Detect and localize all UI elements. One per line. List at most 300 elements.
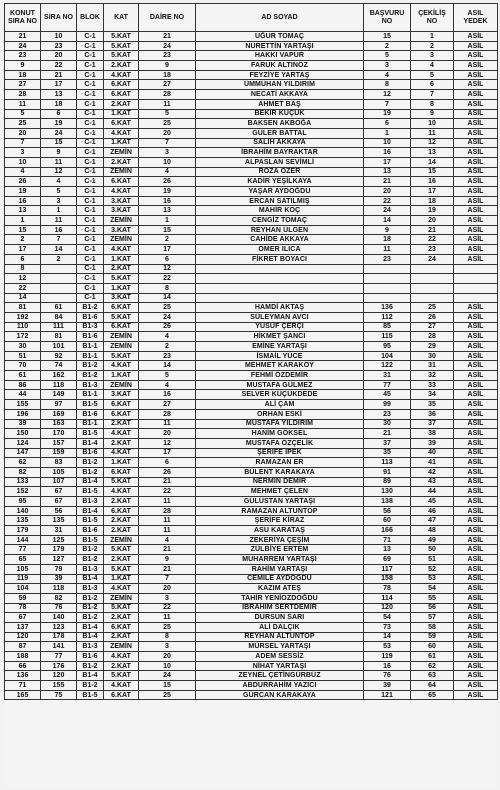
cell-blok: B1-1: [77, 342, 104, 352]
cell-daire-no: 6: [139, 458, 196, 468]
cell-ad-soyad: NİHAT YARTAŞI: [196, 661, 364, 671]
table-row: [5, 32, 498, 42]
cell-kat: 4.KAT: [104, 487, 139, 497]
cell-cekilis-no: 6: [411, 80, 454, 90]
cell-daire-no: 6: [139, 254, 196, 264]
cell-blok: B1-1: [77, 351, 104, 361]
cell-asil-yedek: ASİL: [454, 419, 498, 429]
cell-basvuru-no: 7: [364, 99, 411, 109]
table-row: [5, 371, 498, 381]
cell-konut-sira-no: 147: [5, 448, 41, 458]
cell-daire-no: 15: [139, 225, 196, 235]
cell-daire-no: 12: [139, 264, 196, 274]
cell-kat: 4.KAT: [104, 70, 139, 80]
cell-kat: ZEMİN: [104, 342, 139, 352]
cell-daire-no: 17: [139, 448, 196, 458]
results-table: [4, 3, 498, 700]
table-row: [5, 526, 498, 536]
cell-cekilis-no: 1: [411, 32, 454, 42]
cell-kat: 6.KAT: [104, 622, 139, 632]
cell-ad-soyad: GÜLER BATTAL: [196, 128, 364, 138]
cell-daire-no: 11: [139, 516, 196, 526]
cell-sira-no: 15: [41, 138, 77, 148]
cell-ad-soyad: DURSUN SARI: [196, 613, 364, 623]
table-row: [5, 448, 498, 458]
cell-sira-no: 76: [41, 603, 77, 613]
cell-ad-soyad: ŞERİFE KİRAZ: [196, 516, 364, 526]
cell-ad-soyad: KADİR YEŞİLKAYA: [196, 177, 364, 187]
cell-kat: 2.KAT: [104, 516, 139, 526]
cell-cekilis-no: 27: [411, 322, 454, 332]
cell-ad-soyad: BÜLENT KARAKAYA: [196, 467, 364, 477]
cell-ad-soyad: ASU KARATAŞ: [196, 526, 364, 536]
table-row: [5, 167, 498, 177]
cell-ad-soyad: GÜLÜSTAN YARTAŞI: [196, 497, 364, 507]
cell-cekilis-no: 5: [411, 70, 454, 80]
cell-sira-no: 77: [41, 652, 77, 662]
cell-ad-soyad: MUSTAFA GÜLMEZ: [196, 380, 364, 390]
table-row: [5, 177, 498, 187]
table-row: [5, 593, 498, 603]
cell-blok: B1-5: [77, 535, 104, 545]
cell-blok: B1-2: [77, 303, 104, 313]
cell-blok: C-1: [77, 225, 104, 235]
table-row: [5, 293, 498, 303]
table-row: [5, 438, 498, 448]
cell-ad-soyad: İSMAİL YÜCE: [196, 351, 364, 361]
cell-asil-yedek: ASİL: [454, 119, 498, 129]
cell-daire-no: 25: [139, 622, 196, 632]
cell-asil-yedek: ASİL: [454, 535, 498, 545]
table-row: [5, 467, 498, 477]
cell-sira-no: 14: [41, 245, 77, 255]
cell-sira-no: 4: [41, 177, 77, 187]
cell-asil-yedek: ASİL: [454, 652, 498, 662]
cell-basvuru-no: 53: [364, 642, 411, 652]
cell-konut-sira-no: 152: [5, 487, 41, 497]
cell-daire-no: 21: [139, 564, 196, 574]
cell-ad-soyad: ROZA ÖZER: [196, 167, 364, 177]
cell-sira-no: 12: [41, 167, 77, 177]
cell-cekilis-no: [411, 274, 454, 284]
table-row: [5, 90, 498, 100]
table-row: [5, 390, 498, 400]
cell-daire-no: 4: [139, 380, 196, 390]
cell-basvuru-no: 71: [364, 535, 411, 545]
cell-daire-no: 10: [139, 661, 196, 671]
cell-blok: B1-4: [77, 477, 104, 487]
cell-konut-sira-no: 13: [5, 206, 41, 216]
cell-sira-no: 123: [41, 622, 77, 632]
cell-cekilis-no: 13: [411, 148, 454, 158]
cell-asil-yedek: ASİL: [454, 564, 498, 574]
cell-cekilis-no: 42: [411, 467, 454, 477]
cell-daire-no: 14: [139, 293, 196, 303]
cell-kat: 3.KAT: [104, 225, 139, 235]
cell-cekilis-no: 43: [411, 477, 454, 487]
cell-kat: ZEMİN: [104, 148, 139, 158]
cell-konut-sira-no: 3: [5, 148, 41, 158]
cell-sira-no: 101: [41, 342, 77, 352]
cell-daire-no: 28: [139, 409, 196, 419]
cell-ad-soyad: REYHAN ÜLGEN: [196, 225, 364, 235]
cell-ad-soyad: MUSTAFA ÖZÇELİK: [196, 438, 364, 448]
cell-basvuru-no: 95: [364, 342, 411, 352]
cell-cekilis-no: 16: [411, 177, 454, 187]
cell-cekilis-no: 15: [411, 167, 454, 177]
cell-asil-yedek: ASİL: [454, 351, 498, 361]
cell-blok: B1-4: [77, 438, 104, 448]
cell-blok: B1-5: [77, 690, 104, 700]
cell-basvuru-no: 117: [364, 564, 411, 574]
cell-ad-soyad: RAHİM YARTAŞI: [196, 564, 364, 574]
cell-kat: 4.KAT: [104, 584, 139, 594]
cell-ad-soyad: SÜLEYMAN AVCI: [196, 312, 364, 322]
cell-ad-soyad: ALPASLAN SEVİMLİ: [196, 157, 364, 167]
table-row: [5, 41, 498, 51]
cell-cekilis-no: 61: [411, 652, 454, 662]
cell-kat: 5.KAT: [104, 351, 139, 361]
cell-daire-no: 20: [139, 429, 196, 439]
cell-asil-yedek: ASİL: [454, 555, 498, 565]
cell-cekilis-no: 10: [411, 119, 454, 129]
cell-sira-no: 17: [41, 80, 77, 90]
cell-konut-sira-no: 9: [5, 61, 41, 71]
cell-blok: B1-3: [77, 642, 104, 652]
table-row: [5, 332, 498, 342]
cell-basvuru-no: 39: [364, 681, 411, 691]
cell-asil-yedek: ASİL: [454, 177, 498, 187]
table-row: [5, 342, 498, 352]
cell-basvuru-no: 45: [364, 390, 411, 400]
cell-kat: 4.KAT: [104, 187, 139, 197]
cell-asil-yedek: ASİL: [454, 303, 498, 313]
cell-kat: 6.KAT: [104, 80, 139, 90]
cell-sira-no: 159: [41, 448, 77, 458]
cell-kat: 1.KAT: [104, 283, 139, 293]
cell-daire-no: 26: [139, 177, 196, 187]
cell-basvuru-no: 119: [364, 652, 411, 662]
cell-cekilis-no: 19: [411, 206, 454, 216]
table-row: [5, 119, 498, 129]
cell-daire-no: 21: [139, 545, 196, 555]
cell-konut-sira-no: 66: [5, 661, 41, 671]
cell-konut-sira-no: 59: [5, 593, 41, 603]
cell-blok: B1-2: [77, 361, 104, 371]
cell-konut-sira-no: 51: [5, 351, 41, 361]
cell-asil-yedek: ASİL: [454, 477, 498, 487]
cell-asil-yedek: ASİL: [454, 225, 498, 235]
cell-asil-yedek: ASİL: [454, 70, 498, 80]
cell-konut-sira-no: 104: [5, 584, 41, 594]
cell-asil-yedek: ASİL: [454, 51, 498, 61]
cell-asil-yedek: ASİL: [454, 390, 498, 400]
cell-basvuru-no: 13: [364, 167, 411, 177]
cell-konut-sira-no: 11: [5, 99, 41, 109]
cell-konut-sira-no: 1: [5, 216, 41, 226]
cell-ad-soyad: BEKİR KÜÇÜK: [196, 109, 364, 119]
cell-konut-sira-no: 28: [5, 90, 41, 100]
cell-daire-no: 14: [139, 361, 196, 371]
cell-ad-soyad: YUSUF ÇERÇİ: [196, 322, 364, 332]
cell-konut-sira-no: 2: [5, 235, 41, 245]
cell-blok: C-1: [77, 293, 104, 303]
table-body: [5, 32, 498, 700]
header-cekilis-no: ÇEKİLİŞ NO: [411, 4, 454, 32]
cell-sira-no: 10: [41, 32, 77, 42]
cell-daire-no: 16: [139, 390, 196, 400]
cell-ad-soyad: HİKMET ŞANCI: [196, 332, 364, 342]
cell-konut-sira-no: 196: [5, 409, 41, 419]
cell-cekilis-no: [411, 283, 454, 293]
cell-ad-soyad: FEHMİ ÖZDEMİR: [196, 371, 364, 381]
cell-asil-yedek: ASİL: [454, 99, 498, 109]
cell-konut-sira-no: 70: [5, 361, 41, 371]
cell-sira-no: 23: [41, 41, 77, 51]
cell-cekilis-no: 56: [411, 603, 454, 613]
cell-cekilis-no: 58: [411, 622, 454, 632]
cell-basvuru-no: 20: [364, 187, 411, 197]
table-row: [5, 216, 498, 226]
cell-blok: B1-2: [77, 458, 104, 468]
cell-blok: B1-2: [77, 613, 104, 623]
cell-basvuru-no: 99: [364, 400, 411, 410]
cell-asil-yedek: ASİL: [454, 187, 498, 197]
cell-asil-yedek: ASİL: [454, 613, 498, 623]
cell-sira-no: 21: [41, 70, 77, 80]
cell-konut-sira-no: 61: [5, 371, 41, 381]
cell-asil-yedek: ASİL: [454, 409, 498, 419]
cell-cekilis-no: [411, 264, 454, 274]
cell-ad-soyad: TAHİR YENİOZDOĞDU: [196, 593, 364, 603]
cell-basvuru-no: [364, 293, 411, 303]
table-row: [5, 312, 498, 322]
cell-blok: C-1: [77, 32, 104, 42]
cell-sira-no: 79: [41, 564, 77, 574]
cell-konut-sira-no: 23: [5, 51, 41, 61]
cell-basvuru-no: 14: [364, 632, 411, 642]
cell-asil-yedek: ASİL: [454, 138, 498, 148]
cell-cekilis-no: 24: [411, 254, 454, 264]
cell-blok: C-1: [77, 187, 104, 197]
cell-konut-sira-no: 21: [5, 32, 41, 42]
table-row: [5, 458, 498, 468]
cell-asil-yedek: ASİL: [454, 429, 498, 439]
cell-cekilis-no: 29: [411, 342, 454, 352]
cell-blok: B1-6: [77, 448, 104, 458]
cell-basvuru-no: 114: [364, 593, 411, 603]
cell-blok: C-1: [77, 90, 104, 100]
cell-asil-yedek: ASİL: [454, 32, 498, 42]
cell-daire-no: 26: [139, 467, 196, 477]
cell-cekilis-no: 21: [411, 225, 454, 235]
cell-kat: 6.KAT: [104, 90, 139, 100]
table-row: [5, 361, 498, 371]
cell-basvuru-no: 85: [364, 322, 411, 332]
cell-ad-soyad: ZÜLBİYE ERTEM: [196, 545, 364, 555]
cell-sira-no: 162: [41, 371, 77, 381]
cell-konut-sira-no: 144: [5, 535, 41, 545]
cell-sira-no: 16: [41, 225, 77, 235]
cell-blok: B1-6: [77, 526, 104, 536]
cell-konut-sira-no: 39: [5, 419, 41, 429]
cell-sira-no: 67: [41, 497, 77, 507]
cell-sira-no: 5: [41, 187, 77, 197]
cell-ad-soyad: CAHİDE AKKAYA: [196, 235, 364, 245]
table-row: [5, 584, 498, 594]
table-row: [5, 661, 498, 671]
cell-cekilis-no: 40: [411, 448, 454, 458]
cell-sira-no: 18: [41, 99, 77, 109]
cell-asil-yedek: ASİL: [454, 380, 498, 390]
cell-sira-no: 149: [41, 390, 77, 400]
cell-ad-soyad: ORHAN ESKİ: [196, 409, 364, 419]
cell-sira-no: 9: [41, 148, 77, 158]
cell-kat: ZEMİN: [104, 332, 139, 342]
cell-sira-no: 163: [41, 419, 77, 429]
cell-daire-no: 7: [139, 574, 196, 584]
table-row: [5, 535, 498, 545]
cell-blok: C-1: [77, 157, 104, 167]
cell-konut-sira-no: 78: [5, 603, 41, 613]
cell-kat: 3.KAT: [104, 293, 139, 303]
cell-sira-no: 7: [41, 235, 77, 245]
cell-konut-sira-no: 26: [5, 177, 41, 187]
cell-ad-soyad: ABDURRAHİM YAZICI: [196, 681, 364, 691]
cell-blok: C-1: [77, 138, 104, 148]
cell-kat: 6.KAT: [104, 322, 139, 332]
cell-kat: 4.KAT: [104, 681, 139, 691]
cell-blok: B1-2: [77, 593, 104, 603]
cell-konut-sira-no: 95: [5, 497, 41, 507]
cell-cekilis-no: 35: [411, 400, 454, 410]
cell-konut-sira-no: 10: [5, 157, 41, 167]
cell-blok: C-1: [77, 177, 104, 187]
table-row: [5, 419, 498, 429]
cell-daire-no: 13: [139, 206, 196, 216]
cell-kat: 4.KAT: [104, 128, 139, 138]
cell-konut-sira-no: 19: [5, 187, 41, 197]
cell-kat: 6.KAT: [104, 506, 139, 516]
cell-blok: B1-3: [77, 380, 104, 390]
cell-blok: B1-2: [77, 661, 104, 671]
cell-daire-no: 7: [139, 138, 196, 148]
cell-basvuru-no: 77: [364, 380, 411, 390]
cell-kat: ZEMİN: [104, 380, 139, 390]
cell-asil-yedek: ASİL: [454, 632, 498, 642]
cell-blok: B1-4: [77, 671, 104, 681]
cell-cekilis-no: 30: [411, 351, 454, 361]
cell-cekilis-no: 51: [411, 555, 454, 565]
cell-basvuru-no: 3: [364, 61, 411, 71]
cell-basvuru-no: 19: [364, 109, 411, 119]
cell-asil-yedek: ASİL: [454, 322, 498, 332]
cell-cekilis-no: 11: [411, 128, 454, 138]
cell-daire-no: 4: [139, 535, 196, 545]
cell-kat: 5.KAT: [104, 477, 139, 487]
cell-daire-no: 24: [139, 671, 196, 681]
cell-blok: B1-4: [77, 506, 104, 516]
cell-cekilis-no: 44: [411, 487, 454, 497]
cell-basvuru-no: 166: [364, 526, 411, 536]
cell-blok: B1-2: [77, 603, 104, 613]
table-row: [5, 400, 498, 410]
cell-ad-soyad: İBRAHİM BAYRAKTAR: [196, 148, 364, 158]
cell-daire-no: 5: [139, 109, 196, 119]
table-row: [5, 274, 498, 284]
cell-basvuru-no: 15: [364, 32, 411, 42]
cell-ad-soyad: YAŞAR AYDOĞDU: [196, 187, 364, 197]
cell-basvuru-no: 12: [364, 90, 411, 100]
cell-cekilis-no: 23: [411, 245, 454, 255]
table-row: [5, 574, 498, 584]
cell-cekilis-no: 59: [411, 632, 454, 642]
cell-cekilis-no: 2: [411, 41, 454, 51]
cell-blok: C-1: [77, 274, 104, 284]
cell-basvuru-no: 56: [364, 506, 411, 516]
cell-kat: 6.KAT: [104, 303, 139, 313]
cell-cekilis-no: 34: [411, 390, 454, 400]
cell-basvuru-no: 16: [364, 148, 411, 158]
cell-cekilis-no: 38: [411, 429, 454, 439]
cell-cekilis-no: 63: [411, 671, 454, 681]
cell-basvuru-no: 121: [364, 690, 411, 700]
cell-sira-no: 31: [41, 526, 77, 536]
cell-kat: 5.KAT: [104, 545, 139, 555]
cell-konut-sira-no: 5: [5, 109, 41, 119]
header-kat: KAT: [104, 4, 139, 32]
cell-asil-yedek: ASİL: [454, 574, 498, 584]
cell-cekilis-no: 57: [411, 613, 454, 623]
cell-cekilis-no: 49: [411, 535, 454, 545]
cell-daire-no: 28: [139, 90, 196, 100]
cell-cekilis-no: 33: [411, 380, 454, 390]
cell-sira-no: 74: [41, 361, 77, 371]
cell-daire-no: 11: [139, 99, 196, 109]
cell-blok: B1-3: [77, 564, 104, 574]
cell-blok: C-1: [77, 99, 104, 109]
cell-cekilis-no: 31: [411, 361, 454, 371]
cell-kat: 6.KAT: [104, 119, 139, 129]
cell-cekilis-no: 37: [411, 419, 454, 429]
cell-daire-no: 22: [139, 603, 196, 613]
cell-sira-no: 75: [41, 690, 77, 700]
cell-kat: 2.KAT: [104, 419, 139, 429]
cell-sira-no: 141: [41, 642, 77, 652]
lottery-results-sheet: [4, 3, 497, 787]
cell-ad-soyad: CEMİLE AYDOĞDU: [196, 574, 364, 584]
cell-cekilis-no: 14: [411, 157, 454, 167]
table-row: [5, 51, 498, 61]
cell-kat: 2.KAT: [104, 157, 139, 167]
cell-sira-no: 11: [41, 157, 77, 167]
cell-basvuru-no: [364, 283, 411, 293]
cell-basvuru-no: 9: [364, 225, 411, 235]
cell-asil-yedek: ASİL: [454, 467, 498, 477]
cell-basvuru-no: 10: [364, 138, 411, 148]
cell-kat: 2.KAT: [104, 61, 139, 71]
cell-daire-no: 3: [139, 642, 196, 652]
cell-cekilis-no: 20: [411, 216, 454, 226]
cell-kat: 6.KAT: [104, 177, 139, 187]
cell-cekilis-no: 41: [411, 458, 454, 468]
cell-asil-yedek: ASİL: [454, 603, 498, 613]
cell-ad-soyad: SALİH AKKAYA: [196, 138, 364, 148]
cell-sira-no: 178: [41, 632, 77, 642]
cell-basvuru-no: 4: [364, 70, 411, 80]
cell-daire-no: 16: [139, 196, 196, 206]
cell-sira-no: 127: [41, 555, 77, 565]
